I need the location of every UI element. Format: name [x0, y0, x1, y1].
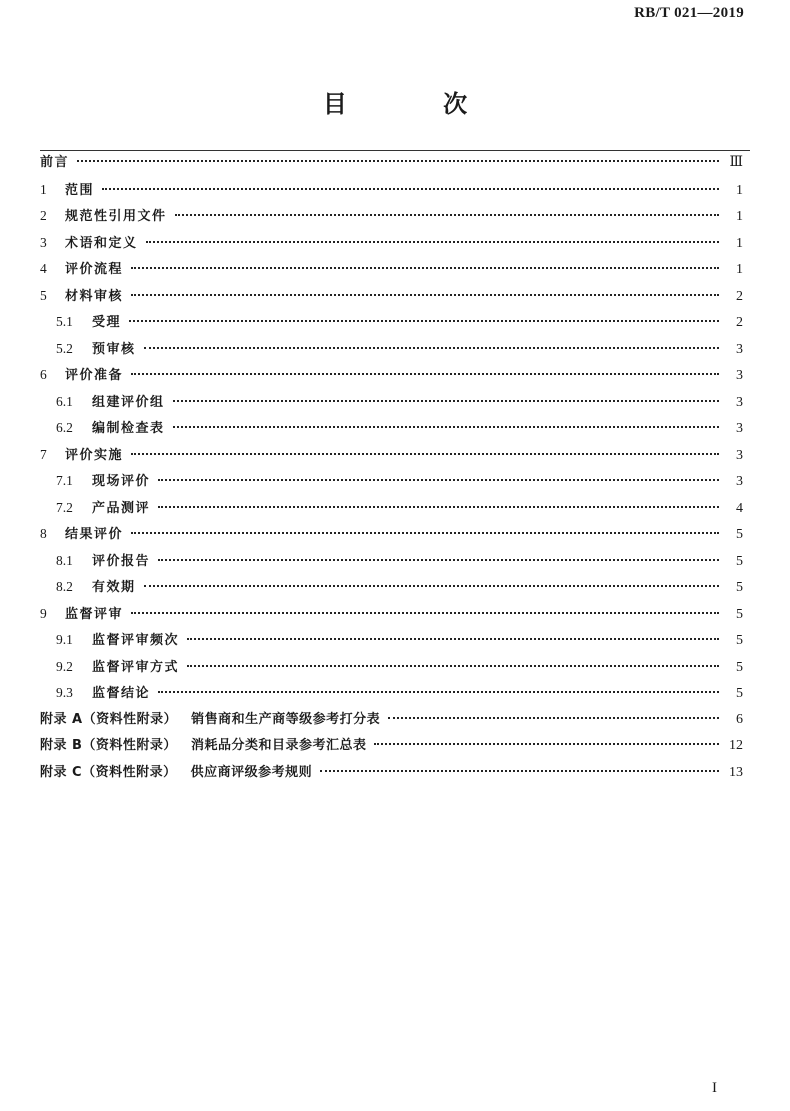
dot-leader — [102, 187, 719, 190]
toc-entry-page: 1 — [736, 209, 743, 224]
toc-entry[interactable] — [40, 680, 743, 707]
toc-entry[interactable] — [40, 389, 743, 416]
toc-entry-number: 5.1 — [56, 314, 73, 329]
toc-entry-number: 7 — [40, 446, 47, 462]
dot-leader — [144, 346, 719, 349]
toc-entry[interactable] — [40, 309, 743, 336]
toc-entry-number: 6.1 — [56, 393, 73, 409]
toc-entry-number: 7.2 — [56, 499, 73, 515]
dot-leader — [131, 531, 719, 534]
toc-entry-number: 9.3 — [56, 685, 73, 700]
dot-leader — [146, 240, 719, 243]
toc-entry-page: 5 — [736, 686, 743, 701]
toc-entry-number: 9.1 — [56, 632, 73, 647]
toc-entry-page: 3 — [736, 474, 743, 489]
toc-entry[interactable] — [40, 548, 743, 575]
toc-entry-page: 12 — [729, 738, 743, 753]
dot-leader — [131, 266, 719, 269]
toc-entry[interactable] — [40, 230, 743, 257]
toc-entry-number: 9.2 — [56, 658, 73, 674]
toc-entry-label: 范围 — [65, 182, 95, 198]
toc-entry-number: 1 — [40, 181, 47, 197]
toc-entry-number: 5 — [40, 287, 47, 303]
toc-entry-page: 5 — [736, 553, 743, 569]
toc-entry-label: 结果评价 — [65, 527, 124, 542]
toc-entry-label: 供应商评级参考规则 — [190, 764, 313, 780]
dot-leader — [77, 159, 719, 162]
toc-entry-label: 材料审核 — [65, 288, 124, 304]
toc-entry[interactable] — [40, 654, 743, 681]
toc-entry-number: 7.1 — [56, 473, 73, 488]
dot-leader — [131, 293, 719, 296]
toc-entry-page: 13 — [729, 764, 743, 780]
toc-entry-page: 2 — [736, 315, 743, 330]
toc-entry[interactable] — [40, 362, 743, 389]
toc-entry-page: 1 — [736, 235, 743, 251]
dot-leader — [144, 584, 719, 587]
toc-entry-label: 编制检查表 — [92, 421, 165, 436]
toc-entry-page: 2 — [736, 288, 743, 304]
toc-entry[interactable] — [40, 336, 743, 363]
toc-entry[interactable] — [40, 707, 743, 734]
toc-entry[interactable] — [40, 177, 743, 204]
toc-entry[interactable] — [40, 760, 743, 787]
toc-entry-page: 5 — [736, 527, 743, 542]
toc-entry-page: 1 — [736, 182, 743, 198]
dot-leader — [158, 505, 719, 508]
dot-leader — [158, 690, 719, 693]
toc-appendix-type: 附录 C（资料性附录） — [40, 764, 177, 780]
toc-entry-page: 3 — [736, 421, 743, 436]
toc-entry-label: 评价报告 — [92, 553, 151, 569]
toc-entry-label: 销售商和生产商等级参考打分表 — [191, 711, 381, 727]
toc-entry[interactable] — [40, 203, 743, 230]
toc-entry-number: 8.1 — [56, 552, 73, 568]
page-number: I — [712, 1080, 717, 1096]
toc-entry-page: 4 — [736, 500, 743, 516]
toc-entry[interactable] — [40, 495, 743, 522]
toc-entry-number: 4 — [40, 261, 47, 276]
toc-entry-label: 前言 — [40, 155, 70, 170]
toc-entry-page: 3 — [736, 368, 743, 383]
dot-leader — [129, 319, 719, 322]
toc-entry-number: 6 — [40, 367, 47, 382]
dot-leader — [374, 742, 719, 745]
toc-appendix-type: 附录 B（资料性附录） — [40, 738, 177, 753]
toc-entry-page: 5 — [736, 633, 743, 648]
toc-entry-label: 组建评价组 — [92, 394, 165, 410]
dot-leader — [187, 637, 719, 640]
toc-entry-label: 监督评审频次 — [92, 633, 180, 648]
toc-entry-label: 预审核 — [92, 341, 136, 357]
toc-entry-number: 8 — [40, 526, 47, 541]
table-of-contents — [40, 150, 743, 786]
toc-entry[interactable] — [40, 733, 743, 760]
toc-entry[interactable] — [40, 442, 743, 469]
toc-entry-label: 监督评审方式 — [92, 659, 180, 675]
toc-entry-number: 2 — [40, 208, 47, 223]
toc-entry-page: 5 — [736, 580, 743, 595]
dot-leader — [131, 372, 719, 375]
toc-entry-label: 规范性引用文件 — [65, 209, 167, 224]
toc-entry-page: 3 — [736, 394, 743, 410]
dot-leader — [175, 213, 719, 216]
toc-entry[interactable] — [40, 574, 743, 601]
toc-entry-number: 6.2 — [56, 420, 73, 435]
toc-entry-label: 监督评审 — [65, 606, 124, 622]
dot-leader — [388, 716, 719, 719]
toc-entry-label: 产品测评 — [92, 500, 151, 516]
toc-entry[interactable] — [40, 415, 743, 442]
dot-leader — [158, 478, 719, 481]
toc-entry-number: 9 — [40, 605, 47, 621]
toc-entry-number: 8.2 — [56, 579, 73, 594]
toc-entry-page: 1 — [736, 262, 743, 277]
toc-entry-label: 评价流程 — [65, 262, 124, 277]
toc-entry-label: 受理 — [92, 315, 122, 330]
toc-entry-page: 3 — [736, 341, 743, 357]
dot-leader — [320, 769, 719, 772]
toc-entry-label: 评价准备 — [65, 368, 124, 383]
toc-entry-label: 消耗品分类和目录参考汇总表 — [190, 738, 367, 753]
toc-appendix-type: 附录 A（资料性附录） — [40, 711, 178, 727]
dot-leader — [173, 399, 719, 402]
toc-entry[interactable] — [40, 521, 743, 548]
toc-entry-label: 术语和定义 — [65, 235, 138, 251]
toc-entry-number: 5.2 — [56, 340, 73, 356]
toc-entry[interactable] — [40, 256, 743, 283]
toc-entry-page: 5 — [736, 659, 743, 675]
dot-leader — [173, 425, 719, 428]
toc-entry[interactable] — [40, 468, 743, 495]
toc-entry-label: 有效期 — [92, 580, 136, 595]
dot-leader — [131, 452, 719, 455]
page-title: 目 次 — [322, 90, 512, 118]
toc-entry-page: 3 — [736, 447, 743, 463]
toc-entry[interactable] — [40, 283, 743, 310]
standard-number: RB/T 021—2019 — [634, 5, 744, 21]
toc-entry-label: 评价实施 — [65, 447, 124, 463]
toc-entry-label: 现场评价 — [92, 474, 151, 489]
toc-entry[interactable] — [40, 627, 743, 654]
toc-entry-number: 3 — [40, 234, 47, 250]
dot-leader — [158, 558, 719, 561]
toc-entry-page: 5 — [736, 606, 743, 622]
dot-leader — [187, 664, 719, 667]
dot-leader — [131, 611, 719, 614]
toc-entry-page: 6 — [736, 711, 743, 727]
toc-entry-page: Ⅲ — [729, 155, 743, 170]
toc-entry[interactable] — [40, 601, 743, 628]
toc-entry[interactable] — [40, 150, 743, 177]
toc-entry-label: 监督结论 — [92, 686, 151, 701]
